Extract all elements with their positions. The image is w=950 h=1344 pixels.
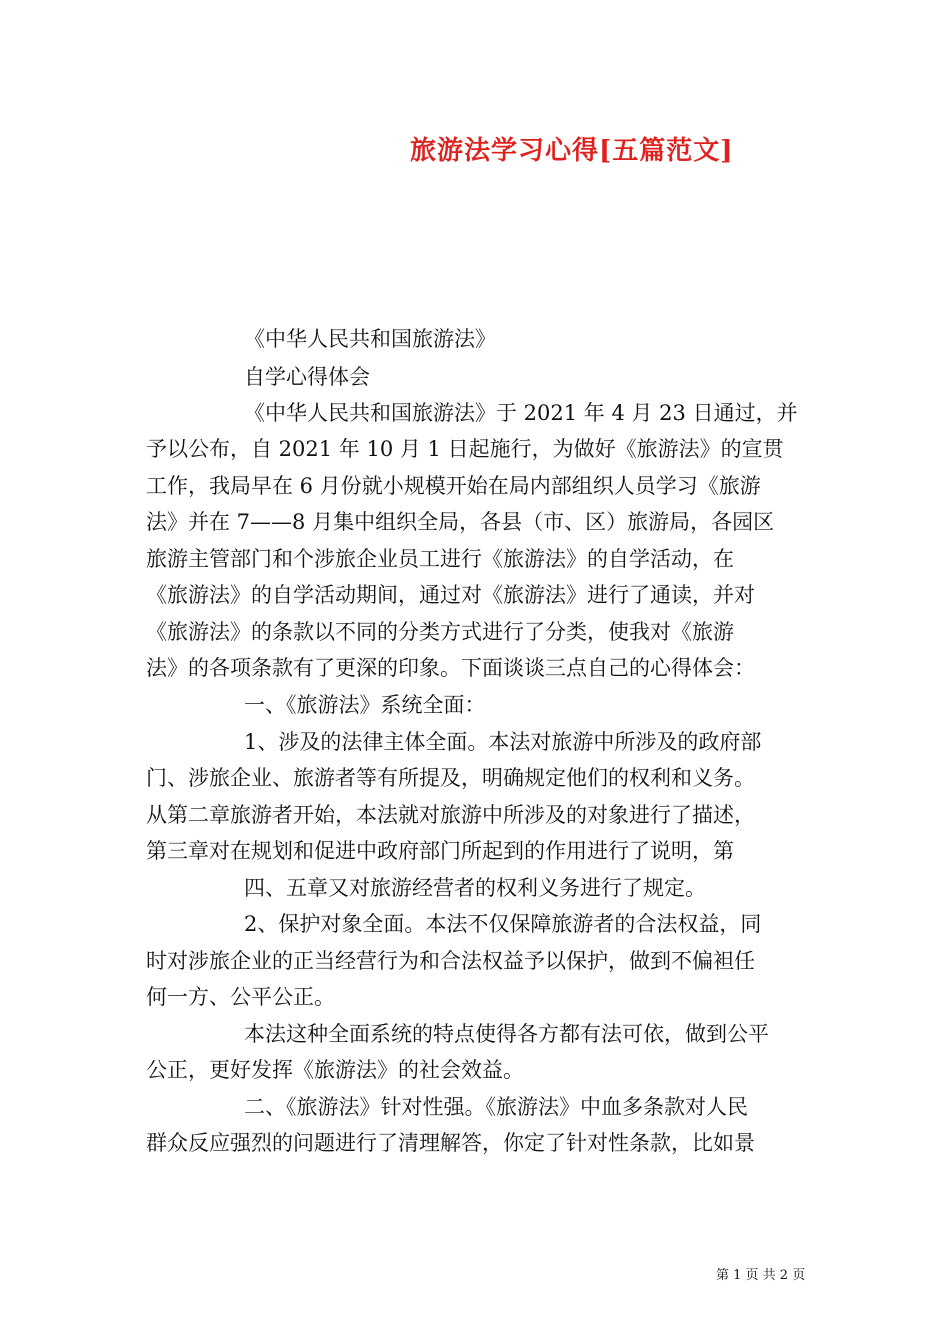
body-line: 第三章对在规划和促进中政府部门所起到的作用进行了说明，第 — [146, 839, 734, 863]
body-line: 2、保护对象全面。本法不仅保障旅游者的合法权益，同 — [244, 912, 762, 936]
body-line: 群众反应强烈的问题进行了清理解答，你定了针对性条款，比如景 — [146, 1131, 755, 1155]
page-number-footer: 第 1 页 共 2 页 — [716, 1268, 806, 1283]
body-line: 门、涉旅企业、旅游者等有所提及，明确规定他们的权利和义务。 — [146, 766, 755, 790]
body-line: 《旅游法》的自学活动期间，通过对《旅游法》进行了通读，并对 — [146, 583, 755, 607]
body-line: 工作，我局早在 6 月份就小规模开始在局内部组织人员学习《旅游 — [146, 474, 761, 498]
body-line: 一、《旅游法》系统全面： — [244, 693, 486, 717]
body-line: 《中华人民共和国旅游法》于 2021 年 4 月 23 日通过，并 — [244, 401, 798, 425]
body-line: 公正，更好发挥《旅游法》的社会效益。 — [146, 1058, 524, 1082]
body-line: 二、《旅游法》针对性强。《旅游法》中血多条款对人民 — [244, 1095, 748, 1119]
body-line: 四、五章又对旅游经营者的权利义务进行了规定。 — [244, 876, 706, 900]
body-line: 《旅游法》的条款以不同的分类方式进行了分类，使我对《旅游 — [146, 620, 734, 644]
body-line: 从第二章旅游者开始，本法就对旅游中所涉及的对象进行了描述， — [146, 803, 755, 827]
body-line: 予以公布，自 2021 年 10 月 1 日起施行，为做好《旅游法》的宣贯 — [146, 437, 784, 461]
document-title: 旅游法学习心得[五篇范文] — [410, 136, 734, 166]
body-line: 《中华人民共和国旅游法》 — [244, 327, 496, 351]
body-line: 何一方、公平公正。 — [146, 985, 335, 1009]
body-line: 法》并在 7——8 月集中组织全局，各县（市、区）旅游局，各园区 — [146, 510, 775, 534]
body-line: 时对涉旅企业的正当经营行为和合法权益予以保护，做到不偏袒任 — [146, 949, 755, 973]
body-line: 本法这种全面系统的特点使得各方都有法可依，做到公平 — [244, 1022, 769, 1046]
body-line: 法》的各项条款有了更深的印象。下面谈谈三点自己的心得体会： — [146, 656, 755, 680]
body-line: 1、涉及的法律主体全面。本法对旅游中所涉及的政府部 — [244, 730, 762, 754]
body-line: 自学心得体会 — [244, 365, 370, 389]
body-line: 旅游主管部门和个涉旅企业员工进行《旅游法》的自学活动，在 — [146, 547, 734, 571]
